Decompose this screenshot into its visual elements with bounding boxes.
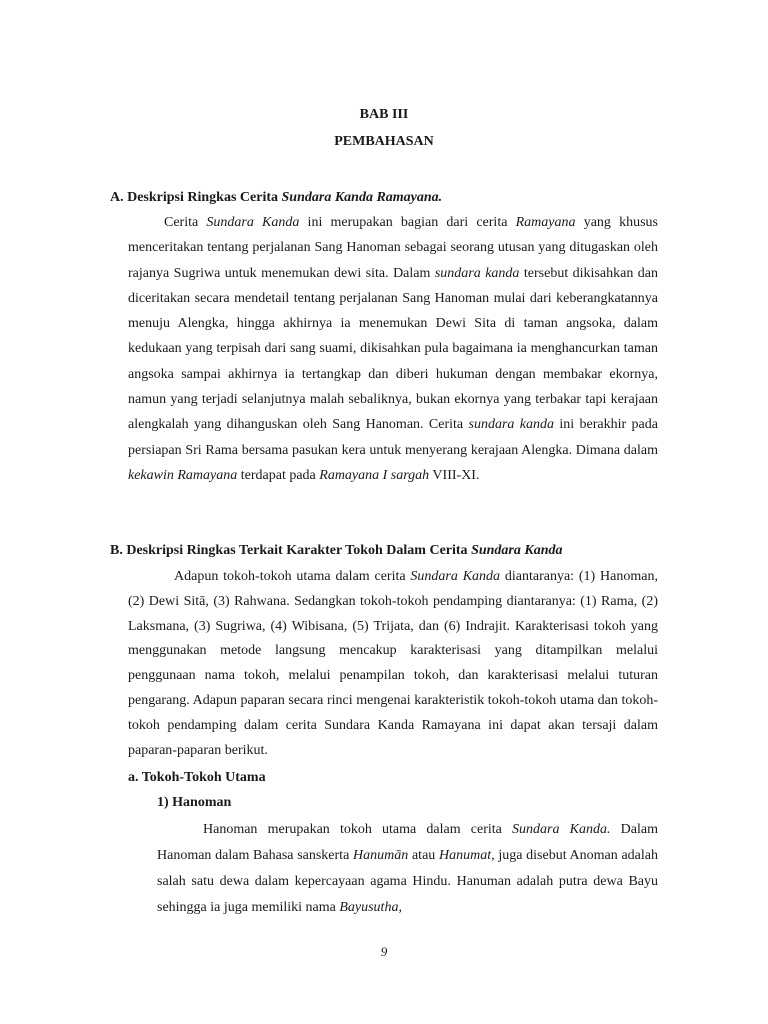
section-a-title: A. Deskripsi Ringkas Cerita Sundara Kanda Ramayana. — [110, 190, 443, 205]
subsection-1-title: 1) Hanoman — [157, 795, 232, 810]
chapter-heading — [0, 101, 768, 155]
section-b-title: B. Deskripsi Ringkas Terkait Karakter Tokoh Dalam Cerita Sundara Kanda — [110, 543, 563, 558]
section-a-paragraph: Cerita Sundara Kanda ini merupakan bagian dari cerita Ramayana yang khusus menceritakan tentang perjalanan Sang Hanoman sebagai seorang utusan yang ditugaskan oleh rajanya Sugriwa untuk menemukan dewi sita. Dalam sundara kanda tersebut dikisahkan dan diceritakan secara mendetail tentang perjalanan Sang Hanoman mulai dari keberangkatannya menuju Alengka, hingga akhirnya ia menemukan Dewi Sita di taman angsoka, dalam kedukaan yang terpisah dari sang suami, dikisahkan pula bagaimana ia menghancurkan taman angsoka sampai akhirnya ia tertangkap dan diberi hukuman dengan membakar ekornya, namun yang terjadi selanjutnya malah sebaliknya, bukan ekornya yang terbakar tapi kerajaan alengkalah yang dihanguskan oleh Sang Hanoman. Cerita sundara kanda ini berakhir pada persiapan Sri Rama bersama pasukan kera untuk menyerang kerajaan Alengka. Dimana dalam kekawin Ramayana terdapat pada Ramayana I sargah VIII-XI. — [128, 215, 659, 483]
page-number: 9 — [380, 944, 388, 959]
subsection-a-title: a. Tokoh-Tokoh Utama — [128, 770, 266, 785]
section-b-paragraph: Adapun tokoh-tokoh utama dalam cerita Sundara Kanda diantaranya: (1) Hanoman, (2) Dewi Sitā, (3) Rahwana. Sedangkan tokoh-tokoh pendamping diantaranya: (1) Rama, (2) Laksmana, (3) Sugriwa, (4) Wibisana, (5) Trijata, dan (6) Indrajit. Karakterisasi tokoh yang menggunakan metode langsung mencakup karakterisasi yang ditampilkan melalui penggunaan nama tokoh, melalui penampilan tokoh, dan karakterisasi melalui tuturan pengarang. Adapun paparan secara rinci mengenai karakteristik tokoh-tokoh utama dan tokoh-tokoh pendamping dalam cerita Sundara Kanda Ramayana ini dapat akan tersaji dalam paparan-paparan berikut. — [128, 569, 658, 758]
chapter-number: BAB III — [359, 107, 409, 122]
chapter-title: PEMBAHASAN — [334, 134, 434, 149]
hanoman-paragraph: Hanoman merupakan tokoh utama dalam cerita Sundara Kanda. Dalam Hanoman dalam Bahasa sanskerta Hanumān atau Hanumat, juga disebut Anoman adalah salah satu dewa dalam kepercayaan agama Hindu. Hanuman adalah putra dewa Bayu sehingga ia juga memiliki nama Bayusutha, — [157, 822, 658, 915]
